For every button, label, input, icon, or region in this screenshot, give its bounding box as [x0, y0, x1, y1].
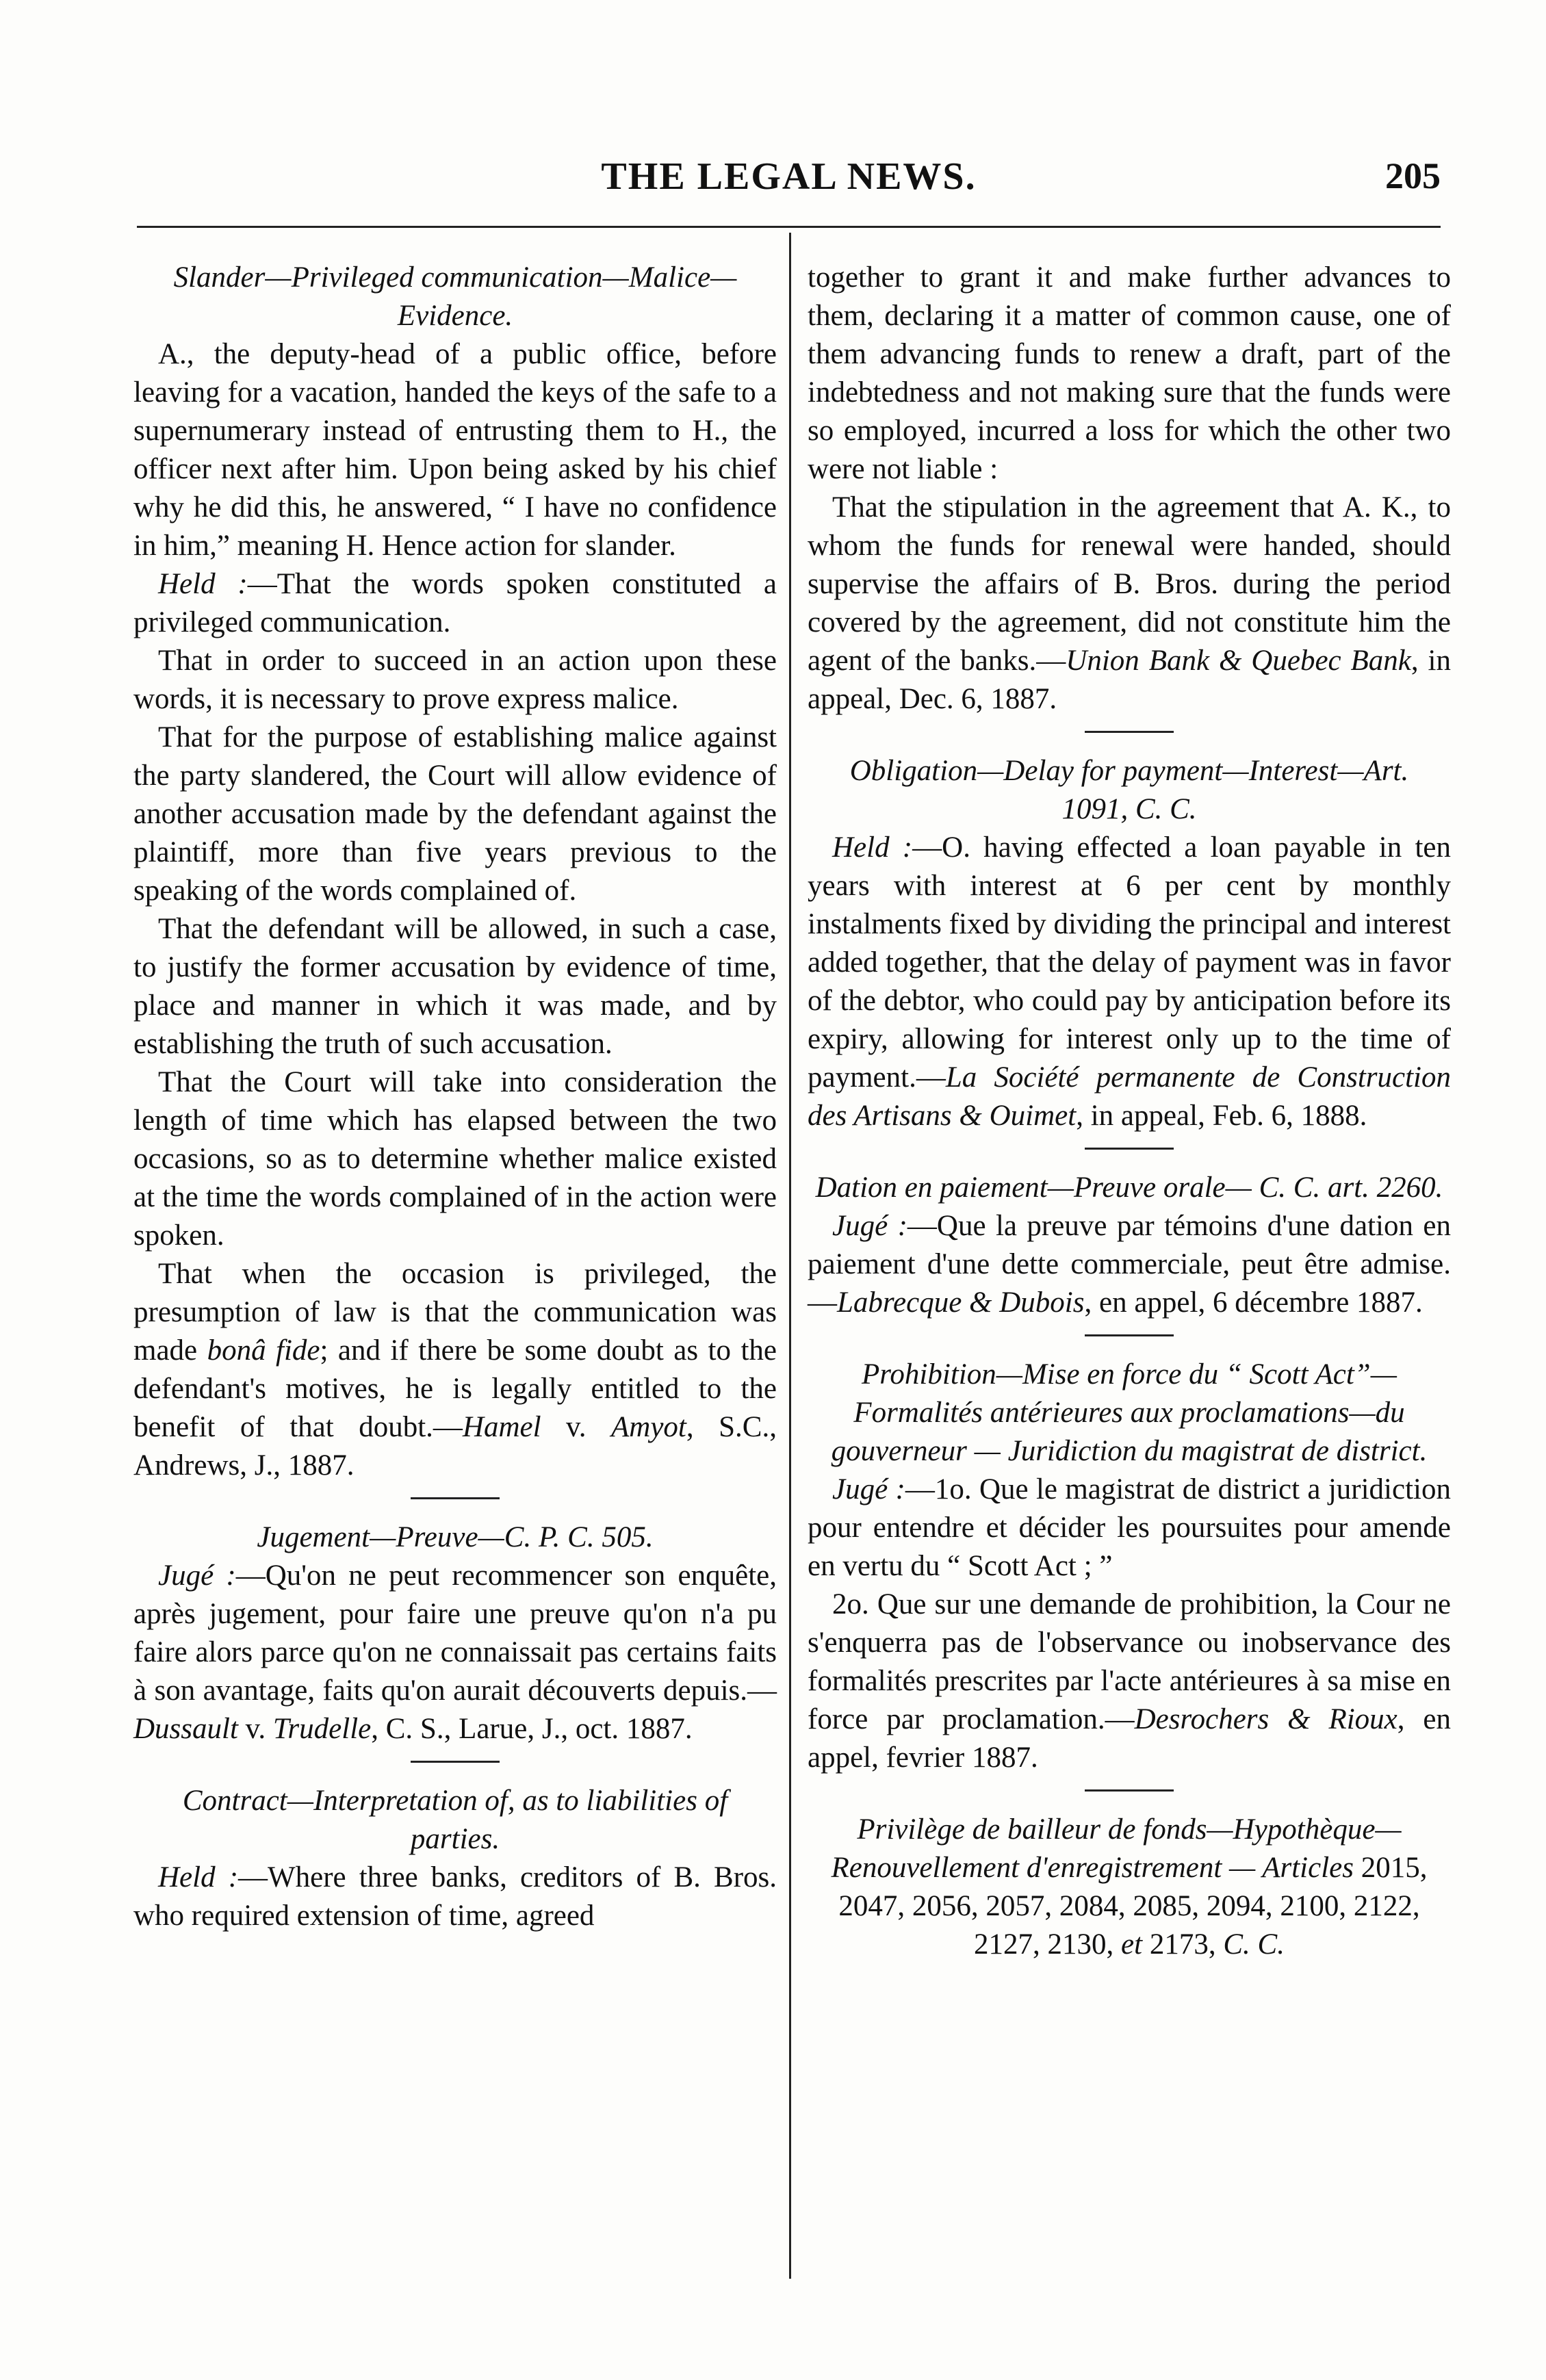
jugement-body: —Qu'on ne peut recommencer son enquête, après jugement, pour faire une preuve qu'on n'a pu faire alors parce qu'on ne connaissait pas certains faits à son avantage, faits qu'on aurait découverts depuis.—	[133, 1560, 777, 1707]
left-column	[133, 259, 777, 1935]
case-citation: , in appeal, Feb. 6, 1888.	[1076, 1100, 1367, 1132]
jugement-text	[133, 1557, 777, 1748]
juge-label: Jugé :	[832, 1210, 907, 1242]
case-name: La Société permanente de Construction des Artisans & Ouimet	[808, 1061, 1451, 1132]
jugement-heading: Jugement—Preuve—C. P. C. 505.	[257, 1521, 654, 1553]
slander-held	[133, 565, 777, 642]
section-rule	[411, 1497, 500, 1499]
held-label: Held :	[158, 1861, 239, 1893]
juge-label: Jugé :	[832, 1473, 905, 1505]
privilege-articles-2: 2173,	[1142, 1928, 1224, 1961]
case-citation: , S.C., Andrews, J., 1887.	[133, 1411, 777, 1482]
slander-heading: Slander—Privileged communication—Malice—Evidence.	[173, 261, 737, 332]
slander-evidence: That for the purpose of establishing malice against the party slandered, the Court will allow evidence of another accusation made by the defendant against the plaintiff, more than five years previous to the speaking of the words complained of.	[133, 721, 777, 907]
running-head	[137, 155, 1441, 209]
slander-facts: A., the deputy-head of a public office, before leaving for a vacation, handed the keys of the safe to a supernumerary instead of entrusting them to H., the officer next after him. Upon being asked by his chief why he did this, he answered, “ I have no confidence in him,” meaning H. Hence action for slander.	[133, 338, 777, 562]
section-rule	[411, 1761, 500, 1763]
right-column	[808, 259, 1451, 1964]
privilege-articles: 2015, 2047, 2056, 2057, 2084, 2085, 2094, 2100, 2122, 2127, 2130,	[838, 1852, 1428, 1961]
contract-text: —Where three banks, creditors of B. Bros. who required extension of time, agreed	[133, 1861, 777, 1932]
held-text: —That the words spoken constituted a privileged communication.	[133, 568, 777, 638]
privilege-code: C. C.	[1223, 1928, 1285, 1961]
juge-label: Jugé :	[158, 1560, 236, 1592]
prohibition-juge	[808, 1471, 1451, 1586]
case-party-2: Trudelle	[272, 1713, 372, 1745]
presumption-text-2: ; and if there be some doubt as to the defendant's motives, he is legally entitled to the benefit of that doubt.—	[133, 1334, 777, 1443]
obligation-held	[808, 829, 1451, 1135]
running-title: THE LEGAL NEWS.	[601, 155, 977, 198]
obligation-heading: Obligation—Delay for payment—Interest—Art. 1091, C. C.	[849, 755, 1409, 825]
prohibition-text: —1o. Que le magistrat de district a juridiction pour entendre et décider les poursuites pour amende en vertu du “ Scott Act ; ”	[808, 1473, 1451, 1582]
section-rule	[1085, 731, 1174, 733]
contract-held	[133, 1859, 777, 1935]
held-label: Held :	[832, 831, 913, 864]
contract-continued: together to grant it and make further advances to them, declaring it a matter of common cause, one of them advancing funds to renew a draft, part of the indebtedness and not making sure that the funds were so employed, incurred a loss for which the other two were not liable :	[808, 261, 1451, 485]
contract-heading: Contract—Interpretation of, as to liabilities of parties.	[182, 1785, 728, 1855]
section-rule	[1085, 1789, 1174, 1792]
dation-heading: Dation en paiement—Preuve orale— C. C. art. 2260.	[815, 1172, 1443, 1204]
versus: v.	[237, 1713, 273, 1745]
case-name: Labrecque & Dubois	[837, 1286, 1085, 1319]
versus: v.	[541, 1411, 612, 1443]
obligation-text: —O. having effected a loan payable in ten years with interest at 6 per cent by monthly instalments fixed by dividing the principal and interest added together, that the delay of payment was in favor of the debtor, who could pay by anticipation before its expiry, allowing for interest only up to the time of payment.—	[808, 831, 1451, 1094]
case-party-1: Hamel	[462, 1411, 541, 1443]
prohibition-second	[808, 1586, 1451, 1777]
privilege-heading-text: Privilège de bailleur de fonds—Hypothèque—Renouvellement d'enregistrement — Articles	[831, 1813, 1402, 1884]
section-rule	[1085, 1148, 1174, 1150]
column-divider	[789, 233, 791, 2279]
case-party-2: Amyot	[611, 1411, 686, 1443]
case-party-1: Dussault	[133, 1713, 238, 1745]
prohibition-text-2: 2o. Que sur une demande de prohibition, la Cour ne s'enquerra pas de l'observance ou inobservance des formalités prescrites par l'acte antérieures à sa mise en force par proclamation.—	[808, 1588, 1451, 1735]
privilege-et: et	[1121, 1928, 1143, 1961]
case-citation: , in appeal, Dec. 6, 1887.	[808, 645, 1451, 715]
section-rule	[1085, 1334, 1174, 1336]
slander-presumption	[133, 1255, 777, 1485]
case-citation: , C. S., Larue, J., oct. 1887.	[371, 1713, 693, 1745]
privilege-heading	[808, 1811, 1451, 1964]
case-name: Desrochers & Rioux	[1134, 1703, 1397, 1735]
dation-juge	[808, 1207, 1451, 1322]
case-citation: , en appel, fevrier 1887.	[808, 1703, 1452, 1774]
case-name: Union Bank & Quebec Bank	[1066, 645, 1411, 677]
contract-stipulation	[808, 489, 1451, 719]
bona-fide: bonâ fide	[207, 1334, 320, 1367]
dation-text: —Que la preuve par témoins d'une dation en paiement d'une dette commerciale, peut être admise.—	[808, 1210, 1451, 1319]
prohibition-heading: Prohibition—Mise en force du “ Scott Act”—Formalités antérieures aux proclamations—du gouverneur — Juridiction du magistrat de district.	[831, 1358, 1428, 1467]
held-label: Held :	[158, 568, 248, 600]
page-number: 205	[1385, 155, 1441, 196]
slander-time: That the Court will take into consideration the length of time which has elapsed between the two occasions, so as to determine whether malice existed at the time the words complained of in the action were spoken.	[133, 1066, 777, 1252]
header-rule	[137, 226, 1441, 228]
stipulation-text: That the stipulation in the agreement that A. K., to whom the funds for renewal were handed, should supervise the affairs of B. Bros. during the period covered by the agreement, did not constitute him the agent of the banks.—	[808, 491, 1451, 677]
case-citation: , en appel, 6 décembre 1887.	[1084, 1286, 1423, 1319]
slander-malice: That in order to succeed in an action upon these words, it is necessary to prove express malice.	[133, 645, 777, 715]
slander-justify: That the defendant will be allowed, in such a case, to justify the former accusation by evidence of time, place and manner in which it was made, and by establishing the truth of such accusation.	[133, 913, 777, 1060]
presumption-text: That when the occasion is privileged, the presumption of law is that the communication was made	[133, 1258, 777, 1367]
